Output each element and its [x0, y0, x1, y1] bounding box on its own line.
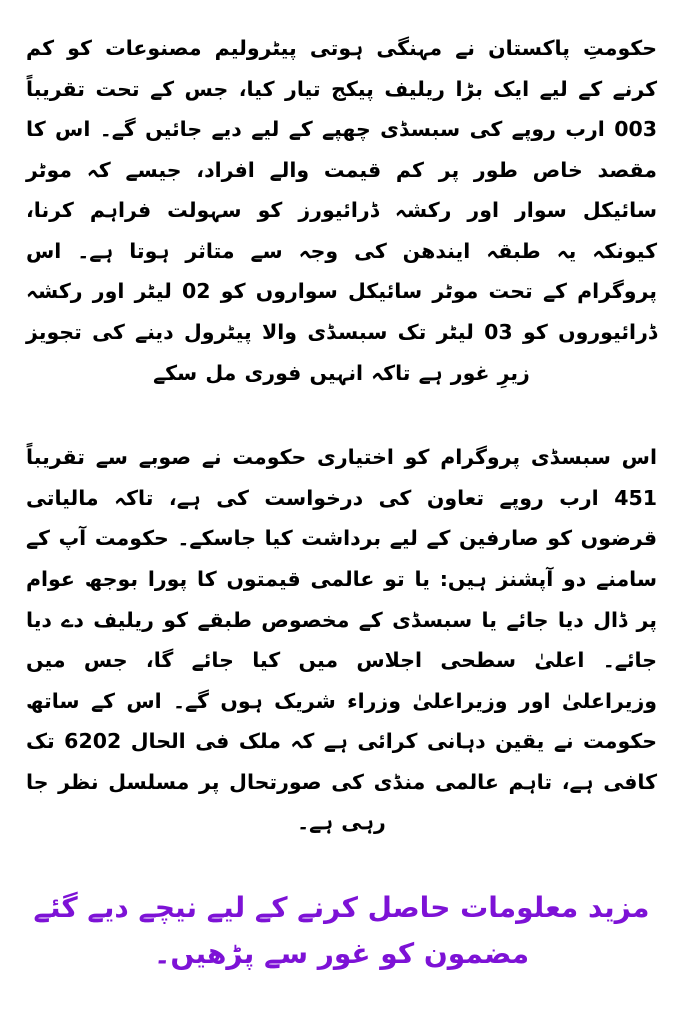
content-spacer: [22, 843, 661, 885]
footer-call-to-action: مزید معلومات حاصل کرنے کے لیے نیچے دیے گئے مضمون کو غور سے پڑھیں۔: [33, 891, 650, 970]
article-paragraph-1: حکومتِ پاکستان نے مہنگی ہوتی پیٹرولیم مصنوعات کو کم کرنے کے لیے ایک بڑا ریلیف پیکج تیار کیا، جس کے تحت تقریباً 300 ارب روپے کی سبسڈی چھپے کے لیے دیے جائیں گے۔ اس کا مقصد خاص طور پر کم قیمت والے افراد، جیسے کہ موٹر سائیکل سوار اور رکشہ ڈرائیورز کو سہولت فراہم کرنا، کیونکہ یہ طبقہ ایندھن کی وجہ سے متاثر ہوتا ہے۔ اس پروگرام کے تحت موٹر سائیکل سواروں کو 20 لیٹر اور رکشہ ڈرائیوروں کو 30 لیٹر تک سبسڈی والا پیٹرول دینے کی تجویز زیرِ غور ہے تاکہ انہیں فوری مل سکے: [26, 36, 657, 385]
article-paragraph-2: اس سبسڈی پروگرام کو اختیاری حکومت نے صوبے سے تقریباً 154 ارب روپے تعاون کی درخواست کی ہے، تاکہ مالیاتی قرضوں کو صارفین کے لیے برداشت کیا جاسکے۔ حکومت آپ کے سامنے دو آپشنز ہیں: یا تو عالمی قیمتوں کا پورا بوجھ عوام پر ڈال دیا جائے یا سبسڈی کے مخصوص طبقے کو ریلیف دے دیا جائے۔ اعلیٰ سطحی اجلاس میں کیا جائے گا، جس میں وزیراعلیٰ اور وزیراعلیٰ وزراء شریک ہوں گے۔ اس کے ساتھ حکومت نے یقین دہانی کرائی ہے کہ ملک فی الحال 2026 تک کافی ہے، تاہم عالمی منڈی کی صورتحال پر مسلسل نظر جا رہی ہے۔: [26, 445, 657, 835]
